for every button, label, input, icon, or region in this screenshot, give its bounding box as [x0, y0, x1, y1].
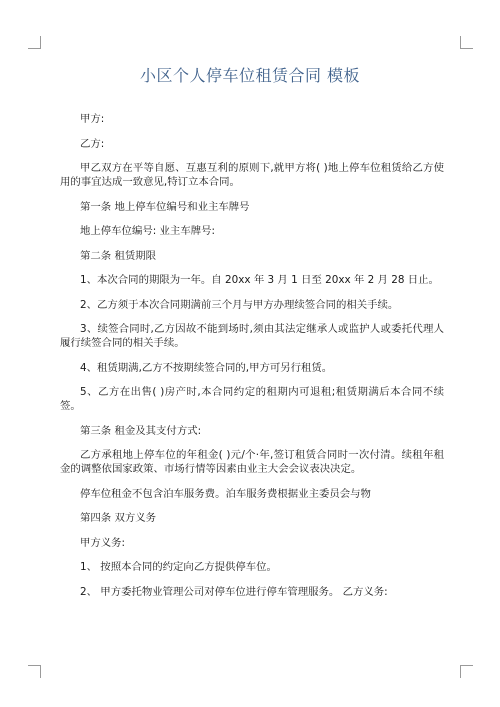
service-fee-paragraph: 停车位租金不包含泊车服务费。泊车服务费根据业主委员会与物	[80, 487, 371, 500]
article-3-heading: 第三条 租金及其支付方式:	[80, 424, 202, 437]
party-a-obligations-heading: 甲方义务:	[80, 536, 126, 549]
clause-2-1: 1、本次合同的期限为一年。自 20xx 年 3 月 1 日至 20xx 年 2 月 28 日止。	[80, 274, 439, 286]
party-b-line: 乙方:	[80, 137, 105, 150]
clause-2-2: 2、乙方须于本次合同期满前三个月与甲方办理续签合同的相关手续。	[80, 298, 399, 311]
crop-mark-top-left	[28, 36, 41, 49]
document-body	[60, 112, 444, 609]
preamble-paragraph: 甲乙双方在平等自愿、互惠互利的原则下,就甲方将( )地上停车位租赁给乙方使用的事宜达成一致意见,特订立本合同。	[60, 162, 444, 188]
clause-2-3: 3、续签合同时,乙方因故不能到场时,须由其法定继承人或监护人或委托代理人履行续签合同的相关手续。	[60, 323, 444, 349]
crop-mark-bottom-left	[28, 665, 41, 678]
document-title: 小区个人停车位租赁合同 模板	[139, 66, 361, 85]
clause-2-5: 5、乙方在出售( )房产时,本合同约定的租期内可退租;租赁期满后本合同不续签。	[60, 386, 444, 412]
clause-4-2: 2、 甲方委托物业管理公司对停车位进行停车管理服务。 乙方义务:	[80, 585, 388, 598]
article-4-heading: 第四条 双方义务	[80, 512, 157, 524]
party-a-line: 甲方:	[80, 113, 105, 125]
article-2-heading: 第二条 租赁期限	[80, 249, 157, 262]
crop-mark-bottom-right	[460, 665, 473, 678]
parking-number-line: 地上停车位编号: 业主车牌号:	[80, 225, 215, 237]
clause-4-1: 1、 按照本合同的约定向乙方提供停车位。	[80, 561, 277, 573]
article-1-heading: 第一条 地上停车位编号和业主车牌号	[80, 200, 250, 213]
crop-mark-top-right	[460, 36, 473, 49]
rent-paragraph: 乙方承租地上停车位的年租金( )元/个·年,签订租赁合同时一次付清。续租年租金的调整依国家政策、市场行情等因素由业主大会会议表决决定。	[60, 449, 444, 475]
clause-2-4: 4、租赁期满,乙方不按期续签合同的,甲方可另行租赁。	[80, 361, 333, 374]
